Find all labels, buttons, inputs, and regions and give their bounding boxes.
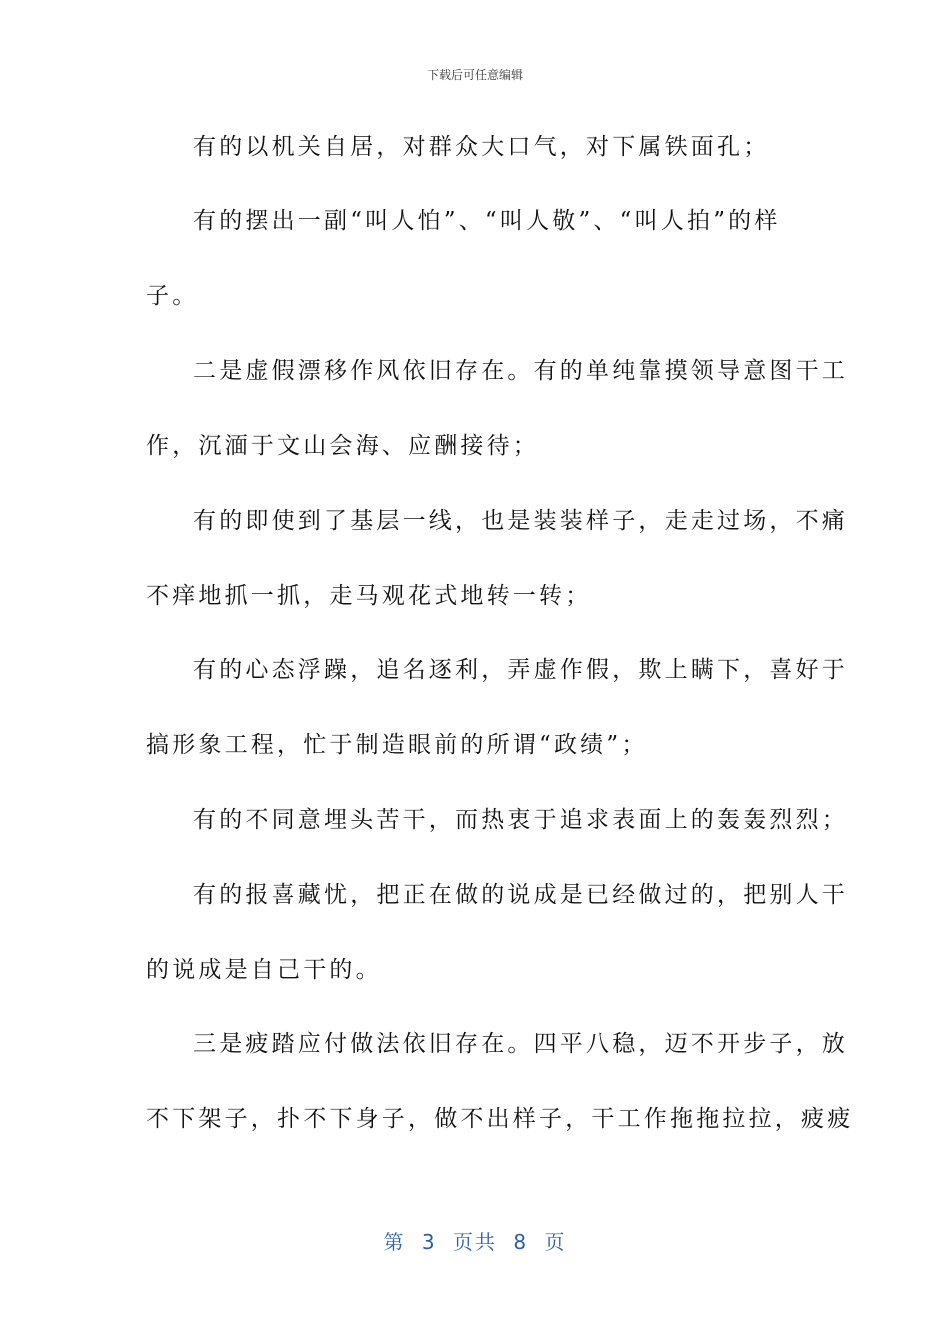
header-note: 下载后可任意编辑 (426, 68, 523, 82)
text-line: 不痒地抓一抓，走马观花式地转一转； (146, 583, 592, 609)
text-line: 有的摆出一副“叫人怕”、“叫人敬”、“叫人拍”的样 (193, 208, 781, 234)
page-number-footer (0, 1226, 950, 1255)
text-line: 有的报喜藏忧，把正在做的说成是已经做过的，把别人干 (193, 882, 848, 908)
text-line: 子。 (146, 283, 199, 309)
page-label-mid: 页共 (453, 1230, 497, 1254)
text-line: 有的即使到了基层一线，也是装装样子，走走过场，不痛 (193, 508, 848, 534)
text-line: 作，沉湎于文山会海、应酬接待； (146, 433, 539, 459)
page-label-suffix: 页 (544, 1230, 567, 1254)
text-line: 的说成是自己干的。 (146, 957, 382, 983)
text-line: 不下架子，扑不下身子，做不出样子，干工作拖拖拉拉，疲疲 (146, 1106, 854, 1132)
page-label-prefix: 第 (383, 1230, 406, 1254)
text-line: 有的以机关自居，对群众大口气，对下属铁面孔； (193, 134, 770, 160)
text-line: 搞形象工程，忙于制造眼前的所谓“政绩”； (146, 732, 648, 758)
total-pages-number: 8 (513, 1230, 529, 1254)
text-line: 有的心态浮躁，追名逐利，弄虚作假，欺上瞒下，喜好于 (193, 657, 848, 683)
text-line: 有的不同意埋头苦干，而热衷于追求表面上的轰轰烈烈； (193, 807, 848, 833)
current-page-number: 3 (421, 1230, 437, 1254)
text-line: 二是虚假漂移作风依旧存在。有的单纯靠摸领导意图干工 (193, 358, 848, 384)
text-line: 三是疲踏应付做法依旧存在。四平八稳，迈不开步子，放 (193, 1031, 848, 1057)
